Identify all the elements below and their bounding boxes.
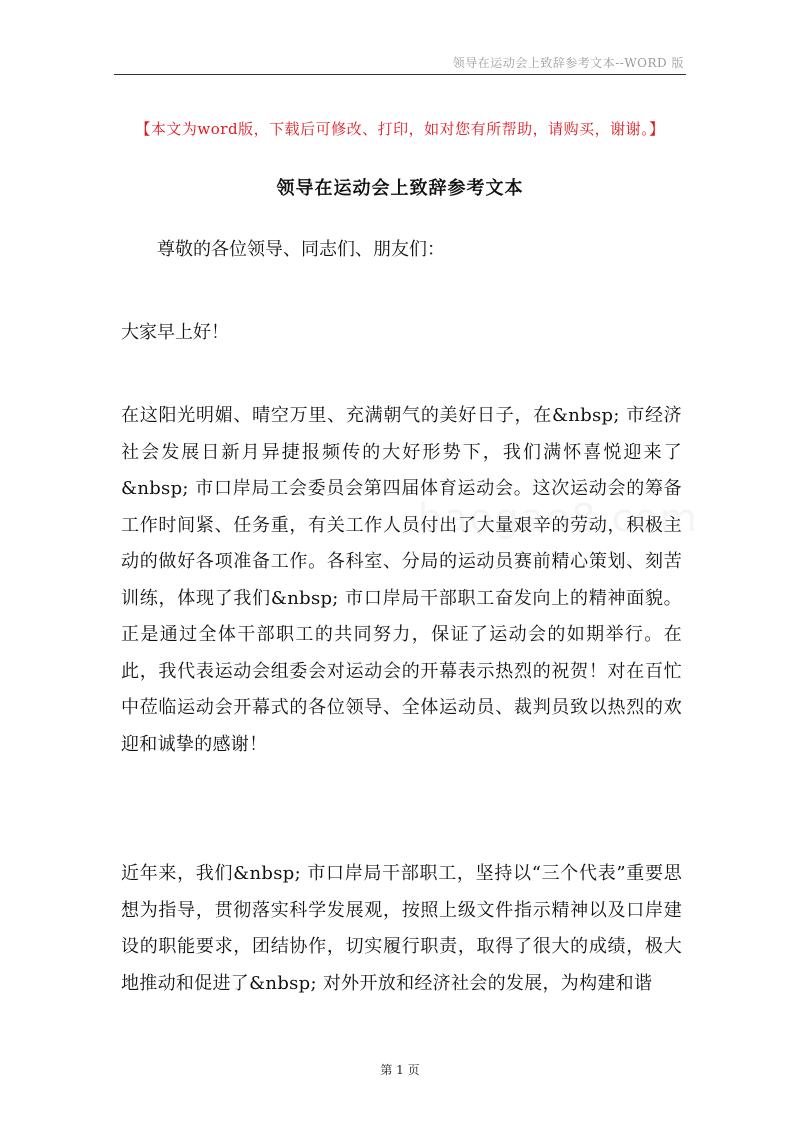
greeting: 大家早上好！ [121, 322, 229, 343]
body-paragraph-2: 近年来，我们&nbsp; 市口岸局干部职工，坚持以“三个代表”重要思想为指导，贯彻落实科学发展观，按照上级文件指示精神以及口岸建设的职能要求，团结协作，切实履行职责，取得了很大的成绩，极大地推动和促进了&nbsp; 对外开放和经济社会的发展，为构建和谐 [121, 863, 682, 994]
document-title: 领导在运动会上致辞参考文本 [276, 178, 524, 199]
header-divider [114, 74, 686, 75]
salutation: 尊敬的各位领导、同志们、朋友们： [157, 239, 445, 260]
body-paragraph-1: 在这阳光明媚、晴空万里、充满朝气的美好日子，在&nbsp; 市经济社会发展日新月异捷报频传的大好形势下，我们满怀喜悦迎来了&nbsp; 市口岸局工会委员会第四届体育运动会。这次运动会的筹备工作时间紧、任务重，有关工作人员付出了大量艰辛的劳动，积极主动的做好各项准备工作。各科室、分局的运动员赛前精心策划、刻苦训练，体现了我们&nbsp; 市口岸局干部职工奋发向上的精神面貌。正是通过全体干部职工的共同努力，保证了运动会的如期举行。在此，我代表运动会组委会对运动会的开幕表示热烈的祝贺！对在百忙中莅临运动会开幕式的各位领导、全体运动员、裁判员致以热烈的欢迎和诚挚的感谢！ [121, 405, 682, 755]
purchase-notice: 【本文为word版，下载后可修改、打印，如对您有所帮助，请购买，谢谢。】 [135, 120, 665, 138]
page-number: 第 1 页 [380, 1063, 420, 1077]
running-header: 领导在运动会上致辞参考文本--WORD 版 [452, 56, 684, 70]
